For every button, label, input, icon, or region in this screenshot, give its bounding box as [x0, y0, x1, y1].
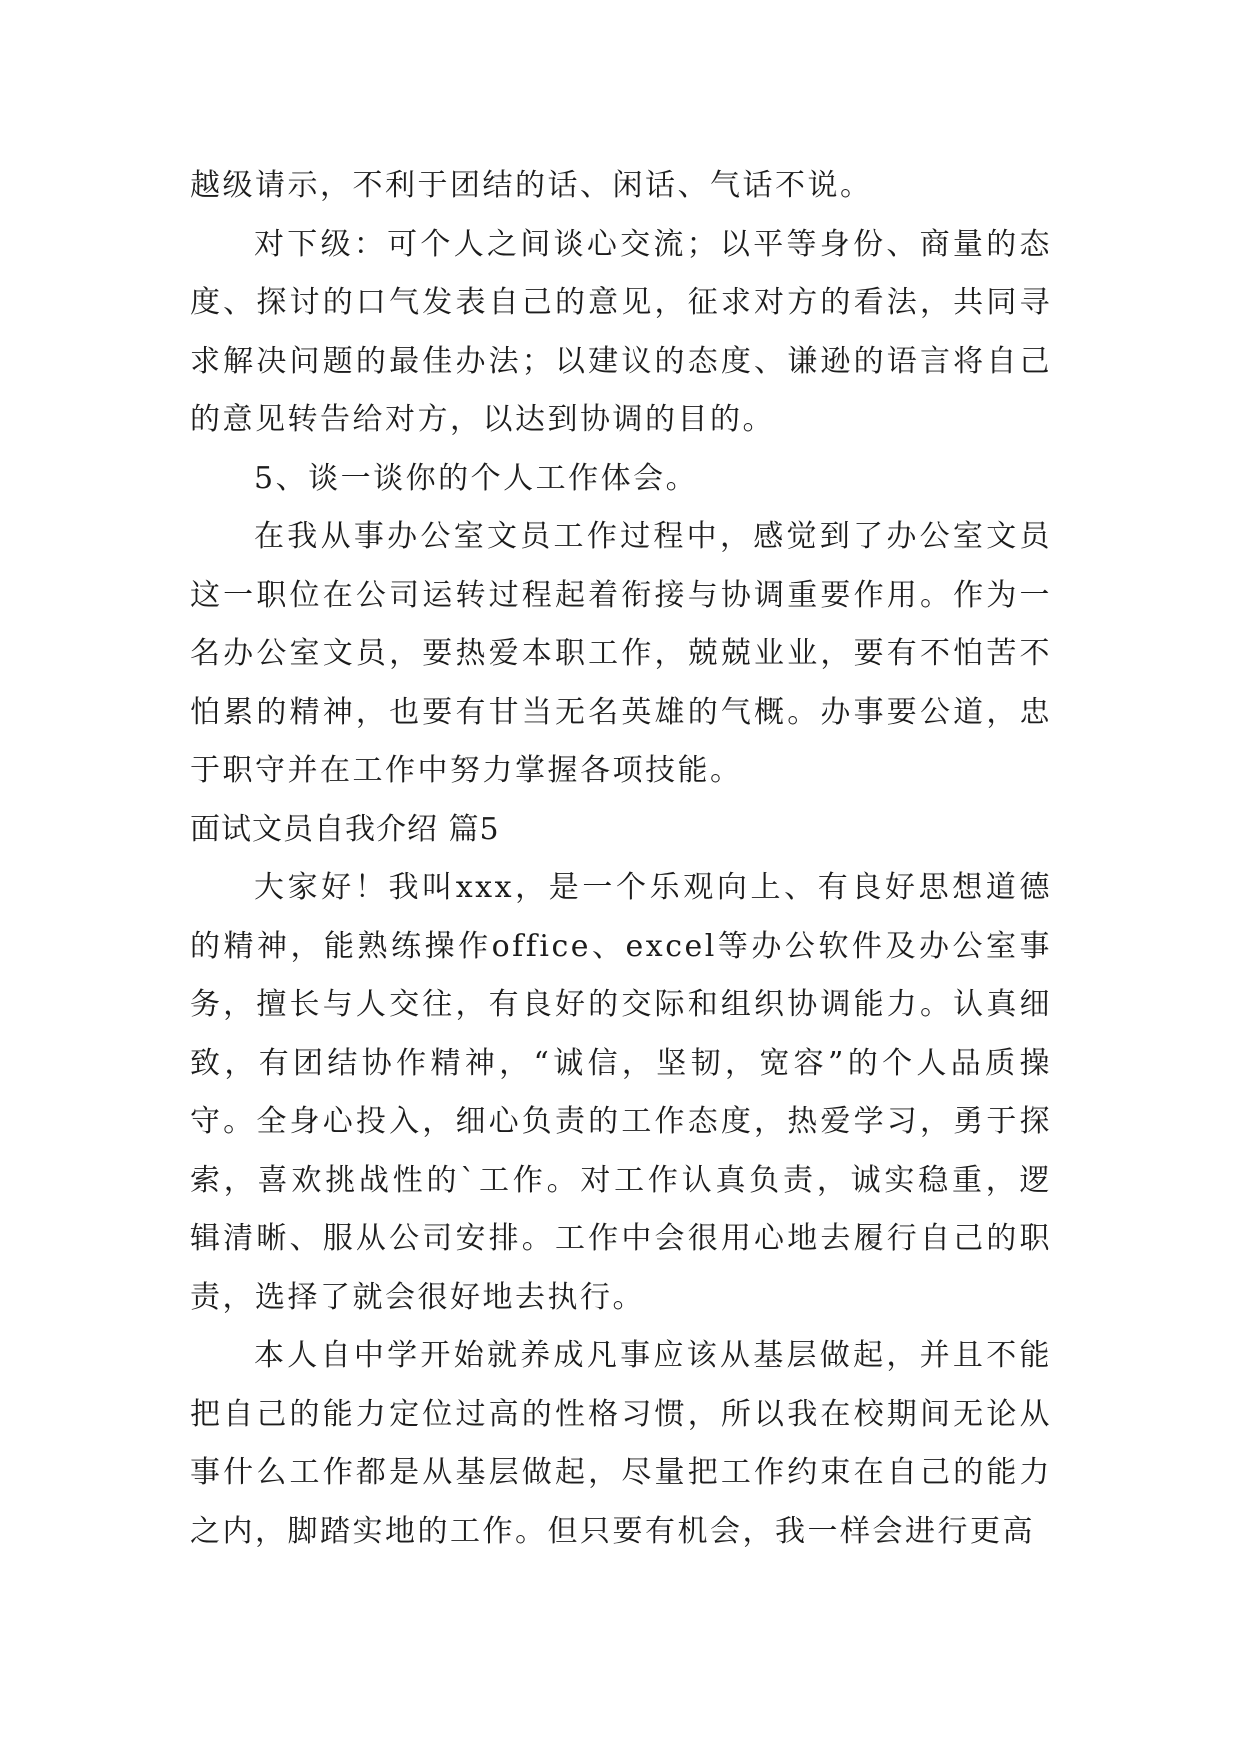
- paragraph-work-habits: 本人自中学开始就养成凡事应该从基层做起，并且不能把自己的能力定位过高的性格习惯，所以我在校期间无论从事什么工作都是从基层做起，尽量把工作约束在自己的能力之内，脚踏实地的工作。但只要有机会，我一样会进行更高: [190, 1338, 1052, 1549]
- section-heading: 面试文员自我介绍 篇5: [190, 811, 500, 847]
- question-5: 5、谈一谈你的个人工作体会。: [254, 460, 699, 496]
- document-body: [190, 157, 1052, 1561]
- paragraph-work-experience: 在我从事办公室文员工作过程中，感觉到了办公室文员这一职位在公司运转过程起着衔接与协调重要作用。作为一名办公室文员，要热爱本职工作，兢兢业业，要有不怕苦不怕累的精神，也要有甘当无名英雄的气概。办事要公道，忠于职守并在工作中努力掌握各项技能。: [190, 519, 1052, 788]
- paragraph-self-introduction: 大家好！我叫xxx，是一个乐观向上、有良好思想道德的精神，能熟练操作office、excel等办公软件及办公室事务，擅长与人交往，有良好的交际和组织协调能力。认真细致，有团结协作精神，“诚信，坚韧，宽容”的个人品质操守。全身心投入，细心负责的工作态度，热爱学习，勇于探索，喜欢挑战性的`工作。对工作认真负责，诚实稳重，逻辑清晰、服从公司安排。工作中会很用心地去履行自己的职责，选择了就会很好地去执行。: [190, 870, 1052, 1315]
- paragraph-superior-conduct: 越级请示，不利于团结的话、闲话、气话不说。: [190, 168, 873, 203]
- paragraph-subordinate-conduct: 对下级：可个人之间谈心交流；以平等身份、商量的态度、探讨的口气发表自己的意见，征求对方的看法，共同寻求解决问题的最佳办法；以建议的态度、谦逊的语言将自己的意见转告给对方，以达到协调的目的。: [190, 226, 1052, 437]
